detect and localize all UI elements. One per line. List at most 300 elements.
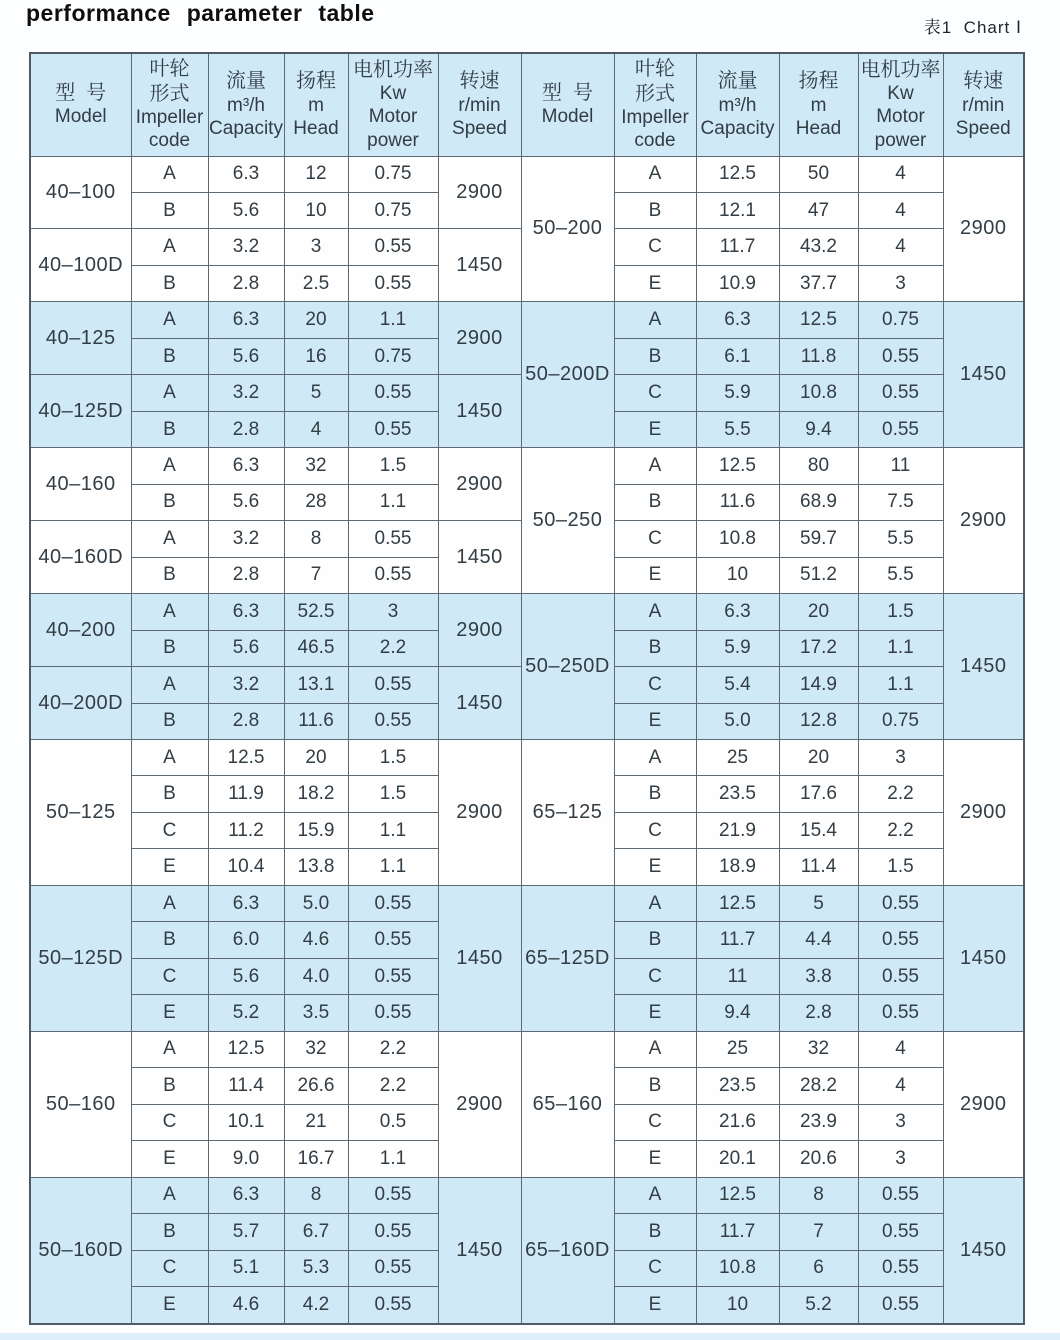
speed-cell: 1450	[943, 594, 1024, 740]
impeller-code-cell: A	[131, 594, 208, 630]
head-cell: 8	[284, 521, 348, 557]
model-cell: 50–125	[30, 740, 131, 886]
head-cell: 23.9	[779, 1104, 858, 1140]
impeller-code-cell: E	[614, 411, 696, 447]
power-cell: 4	[858, 1068, 943, 1104]
speed-cell: 1450	[438, 375, 521, 448]
table-row	[30, 1031, 1024, 1067]
header-model-left: 型 号 Model	[30, 53, 131, 156]
speed-cell: 2900	[943, 740, 1024, 886]
table-row	[30, 156, 1024, 192]
power-cell: 1.5	[348, 740, 438, 776]
head-cell: 51.2	[779, 557, 858, 593]
capacity-cell: 21.9	[696, 812, 779, 848]
head-cell: 12.5	[779, 302, 858, 338]
header-head-right: 扬程 m Head	[779, 53, 858, 156]
capacity-cell: 5.5	[696, 411, 779, 447]
impeller-code-cell: B	[131, 703, 208, 739]
chart-number-label: 表1 Chart Ⅰ	[923, 18, 1022, 37]
capacity-cell: 5.9	[696, 375, 779, 411]
impeller-code-cell: B	[131, 922, 208, 958]
impeller-code-cell: B	[614, 484, 696, 520]
model-cell: 65–160D	[521, 1177, 614, 1324]
impeller-code-cell: B	[614, 1068, 696, 1104]
capacity-cell: 4.6	[208, 1287, 284, 1324]
power-cell: 0.55	[858, 338, 943, 374]
impeller-code-cell: E	[614, 849, 696, 885]
impeller-code-cell: A	[131, 448, 208, 484]
head-cell: 50	[779, 156, 858, 192]
power-cell: 3	[858, 740, 943, 776]
capacity-cell: 5.6	[208, 630, 284, 666]
impeller-code-cell: A	[131, 302, 208, 338]
power-cell: 7.5	[858, 484, 943, 520]
capacity-cell: 9.4	[696, 995, 779, 1031]
capacity-cell: 5.2	[208, 995, 284, 1031]
speed-cell: 1450	[943, 885, 1024, 1031]
head-cell: 13.8	[284, 849, 348, 885]
capacity-cell: 10.4	[208, 849, 284, 885]
speed-cell: 2900	[438, 740, 521, 886]
power-cell: 0.55	[858, 885, 943, 921]
power-cell: 0.55	[348, 922, 438, 958]
capacity-cell: 6.3	[208, 302, 284, 338]
head-cell: 7	[284, 557, 348, 593]
table-row	[30, 885, 1024, 921]
power-cell: 5.5	[858, 557, 943, 593]
table-row	[30, 1177, 1024, 1213]
head-cell: 5.3	[284, 1250, 348, 1286]
impeller-code-cell: C	[131, 958, 208, 994]
power-cell: 5.5	[858, 521, 943, 557]
power-cell: 0.55	[348, 995, 438, 1031]
impeller-code-cell: B	[614, 630, 696, 666]
head-cell: 12	[284, 156, 348, 192]
capacity-cell: 20.1	[696, 1141, 779, 1177]
power-cell: 0.75	[348, 192, 438, 228]
capacity-cell: 6.3	[696, 594, 779, 630]
capacity-cell: 3.2	[208, 229, 284, 265]
head-cell: 7	[779, 1214, 858, 1250]
power-cell: 3	[858, 1104, 943, 1140]
power-cell: 1.5	[858, 594, 943, 630]
capacity-cell: 12.5	[208, 1031, 284, 1067]
table-row	[30, 594, 1024, 630]
head-cell: 37.7	[779, 265, 858, 301]
speed-cell: 1450	[438, 521, 521, 594]
head-cell: 14.9	[779, 667, 858, 703]
speed-cell: 1450	[943, 302, 1024, 448]
model-cell: 65–125	[521, 740, 614, 886]
impeller-code-cell: B	[614, 922, 696, 958]
power-cell: 1.1	[348, 849, 438, 885]
head-cell: 4.6	[284, 922, 348, 958]
model-cell: 50–160	[30, 1031, 131, 1177]
impeller-code-cell: E	[131, 1141, 208, 1177]
capacity-cell: 11.6	[696, 484, 779, 520]
power-cell: 0.75	[858, 703, 943, 739]
impeller-code-cell: A	[131, 1177, 208, 1213]
capacity-cell: 12.5	[208, 740, 284, 776]
table-row	[30, 740, 1024, 776]
power-cell: 1.5	[348, 776, 438, 812]
power-cell: 4	[858, 156, 943, 192]
power-cell: 3	[858, 1141, 943, 1177]
page-bottom-strip	[0, 1333, 1060, 1340]
model-cell: 40–160D	[30, 521, 131, 594]
head-cell: 28.2	[779, 1068, 858, 1104]
capacity-cell: 6.3	[208, 156, 284, 192]
capacity-cell: 11	[696, 958, 779, 994]
speed-cell: 2900	[438, 156, 521, 229]
capacity-cell: 2.8	[208, 411, 284, 447]
capacity-cell: 6.3	[208, 1177, 284, 1213]
header-row	[30, 53, 1024, 156]
impeller-code-cell: B	[131, 484, 208, 520]
head-cell: 16	[284, 338, 348, 374]
impeller-code-cell: A	[131, 885, 208, 921]
power-cell: 2.2	[348, 630, 438, 666]
capacity-cell: 3.2	[208, 521, 284, 557]
head-cell: 17.2	[779, 630, 858, 666]
power-cell: 2.2	[858, 812, 943, 848]
capacity-cell: 21.6	[696, 1104, 779, 1140]
power-cell: 0.55	[858, 411, 943, 447]
header-impeller-left: 叶轮 形式 Impeller code	[131, 53, 208, 156]
impeller-code-cell: B	[131, 557, 208, 593]
head-cell: 16.7	[284, 1141, 348, 1177]
power-cell: 0.75	[858, 302, 943, 338]
model-cell: 50–160D	[30, 1177, 131, 1324]
header-capacity-left: 流量 m³/h Capacity	[208, 53, 284, 156]
capacity-cell: 5.6	[208, 484, 284, 520]
capacity-cell: 12.5	[696, 885, 779, 921]
power-cell: 0.55	[858, 1250, 943, 1286]
capacity-cell: 12.1	[696, 192, 779, 228]
capacity-cell: 10.1	[208, 1104, 284, 1140]
head-cell: 4	[284, 411, 348, 447]
capacity-cell: 6.1	[696, 338, 779, 374]
speed-cell: 1450	[438, 885, 521, 1031]
speed-cell: 2900	[943, 448, 1024, 594]
power-cell: 0.55	[348, 958, 438, 994]
head-cell: 52.5	[284, 594, 348, 630]
impeller-code-cell: A	[131, 1031, 208, 1067]
impeller-code-cell: B	[131, 630, 208, 666]
power-cell: 2.2	[348, 1031, 438, 1067]
head-cell: 12.8	[779, 703, 858, 739]
model-cell: 40–125D	[30, 375, 131, 448]
capacity-cell: 6.3	[208, 448, 284, 484]
capacity-cell: 2.8	[208, 265, 284, 301]
impeller-code-cell: B	[131, 338, 208, 374]
impeller-code-cell: E	[614, 265, 696, 301]
impeller-code-cell: C	[614, 958, 696, 994]
power-cell: 1.1	[348, 812, 438, 848]
head-cell: 4.0	[284, 958, 348, 994]
capacity-cell: 10	[696, 1287, 779, 1324]
head-cell: 20	[284, 740, 348, 776]
capacity-cell: 5.7	[208, 1214, 284, 1250]
head-cell: 46.5	[284, 630, 348, 666]
power-cell: 4	[858, 1031, 943, 1067]
head-cell: 59.7	[779, 521, 858, 557]
power-cell: 0.55	[858, 995, 943, 1031]
capacity-cell: 11.9	[208, 776, 284, 812]
head-cell: 5.2	[779, 1287, 858, 1324]
power-cell: 1.5	[348, 448, 438, 484]
impeller-code-cell: A	[614, 156, 696, 192]
power-cell: 3	[858, 265, 943, 301]
head-cell: 32	[284, 448, 348, 484]
impeller-code-cell: E	[131, 1287, 208, 1324]
header-speed-right: 转速 r/min Speed	[943, 53, 1024, 156]
power-cell: 0.55	[858, 1214, 943, 1250]
head-cell: 4.2	[284, 1287, 348, 1324]
head-cell: 11.4	[779, 849, 858, 885]
power-cell: 2.2	[348, 1068, 438, 1104]
power-cell: 0.55	[348, 1287, 438, 1324]
impeller-code-cell: C	[614, 812, 696, 848]
capacity-cell: 5.0	[696, 703, 779, 739]
head-cell: 43.2	[779, 229, 858, 265]
capacity-cell: 18.9	[696, 849, 779, 885]
power-cell: 0.55	[858, 1287, 943, 1324]
head-cell: 18.2	[284, 776, 348, 812]
head-cell: 80	[779, 448, 858, 484]
capacity-cell: 6.3	[696, 302, 779, 338]
impeller-code-cell: B	[131, 776, 208, 812]
model-cell: 65–125D	[521, 885, 614, 1031]
table-row	[30, 302, 1024, 338]
power-cell: 0.55	[348, 229, 438, 265]
head-cell: 2.8	[779, 995, 858, 1031]
capacity-cell: 5.4	[696, 667, 779, 703]
head-cell: 20	[779, 740, 858, 776]
model-cell: 50–200	[521, 156, 614, 302]
model-cell: 40–125	[30, 302, 131, 375]
capacity-cell: 9.0	[208, 1141, 284, 1177]
head-cell: 4.4	[779, 922, 858, 958]
header-head-left: 扬程 m Head	[284, 53, 348, 156]
impeller-code-cell: A	[614, 885, 696, 921]
capacity-cell: 11.7	[696, 229, 779, 265]
impeller-code-cell: C	[614, 521, 696, 557]
head-cell: 11.8	[779, 338, 858, 374]
speed-cell: 2900	[438, 448, 521, 521]
header-speed-left: 转速 r/min Speed	[438, 53, 521, 156]
head-cell: 9.4	[779, 411, 858, 447]
head-cell: 17.6	[779, 776, 858, 812]
capacity-cell: 6.3	[208, 594, 284, 630]
capacity-cell: 25	[696, 740, 779, 776]
power-cell: 0.55	[858, 958, 943, 994]
power-cell: 4	[858, 192, 943, 228]
model-cell: 50–125D	[30, 885, 131, 1031]
power-cell: 0.55	[348, 667, 438, 703]
impeller-code-cell: A	[131, 375, 208, 411]
header-model-right: 型 号 Model	[521, 53, 614, 156]
head-cell: 5	[284, 375, 348, 411]
impeller-code-cell: C	[614, 229, 696, 265]
power-cell: 1.5	[858, 849, 943, 885]
impeller-code-cell: B	[131, 1214, 208, 1250]
power-cell: 0.75	[348, 338, 438, 374]
capacity-cell: 11.2	[208, 812, 284, 848]
power-cell: 1.1	[348, 1141, 438, 1177]
power-cell: 1.1	[858, 667, 943, 703]
model-cell: 40–200D	[30, 667, 131, 740]
head-cell: 3.5	[284, 995, 348, 1031]
table-row	[30, 448, 1024, 484]
impeller-code-cell: A	[131, 521, 208, 557]
impeller-code-cell: E	[614, 1141, 696, 1177]
power-cell: 0.55	[348, 521, 438, 557]
impeller-code-cell: B	[131, 265, 208, 301]
capacity-cell: 6.0	[208, 922, 284, 958]
power-cell: 0.55	[858, 375, 943, 411]
power-cell: 1.1	[348, 302, 438, 338]
power-cell: 0.55	[348, 1177, 438, 1213]
performance-table	[29, 52, 1025, 1325]
model-cell: 65–160	[521, 1031, 614, 1177]
impeller-code-cell: A	[131, 156, 208, 192]
speed-cell: 1450	[438, 667, 521, 740]
model-cell: 40–200	[30, 594, 131, 667]
head-cell: 5.0	[284, 885, 348, 921]
impeller-code-cell: C	[614, 1104, 696, 1140]
capacity-cell: 2.8	[208, 703, 284, 739]
head-cell: 13.1	[284, 667, 348, 703]
speed-cell: 1450	[438, 1177, 521, 1324]
model-cell: 50–200D	[521, 302, 614, 448]
power-cell: 0.5	[348, 1104, 438, 1140]
header-power-left: 电机功率 Kw Motor power	[348, 53, 438, 156]
impeller-code-cell: B	[614, 1214, 696, 1250]
capacity-cell: 10.8	[696, 1250, 779, 1286]
power-cell: 2.2	[858, 776, 943, 812]
model-cell: 40–100	[30, 156, 131, 229]
model-cell: 50–250	[521, 448, 614, 594]
impeller-code-cell: C	[131, 1250, 208, 1286]
head-cell: 28	[284, 484, 348, 520]
header-power-right: 电机功率 Kw Motor power	[858, 53, 943, 156]
capacity-cell: 5.9	[696, 630, 779, 666]
capacity-cell: 11.7	[696, 1214, 779, 1250]
head-cell: 15.9	[284, 812, 348, 848]
capacity-cell: 12.5	[696, 448, 779, 484]
impeller-code-cell: C	[614, 375, 696, 411]
impeller-code-cell: E	[614, 703, 696, 739]
impeller-code-cell: E	[131, 995, 208, 1031]
impeller-code-cell: A	[131, 740, 208, 776]
impeller-code-cell: A	[614, 448, 696, 484]
capacity-cell: 11.7	[696, 922, 779, 958]
head-cell: 3	[284, 229, 348, 265]
speed-cell: 2900	[943, 1031, 1024, 1177]
head-cell: 20	[779, 594, 858, 630]
head-cell: 20	[284, 302, 348, 338]
impeller-code-cell: C	[131, 812, 208, 848]
power-cell: 0.55	[348, 1250, 438, 1286]
impeller-code-cell: C	[614, 1250, 696, 1286]
power-cell: 3	[348, 594, 438, 630]
power-cell: 0.55	[348, 411, 438, 447]
capacity-cell: 3.2	[208, 375, 284, 411]
capacity-cell: 5.6	[208, 192, 284, 228]
capacity-cell: 5.6	[208, 958, 284, 994]
head-cell: 47	[779, 192, 858, 228]
header-impeller-right: 叶轮 形式 Impeller code	[614, 53, 696, 156]
impeller-code-cell: B	[131, 192, 208, 228]
impeller-code-cell: E	[614, 1287, 696, 1324]
model-cell: 40–100D	[30, 229, 131, 302]
power-cell: 0.55	[348, 703, 438, 739]
model-cell: 50–250D	[521, 594, 614, 740]
impeller-code-cell: E	[131, 849, 208, 885]
speed-cell: 1450	[438, 229, 521, 302]
capacity-cell: 11.4	[208, 1068, 284, 1104]
impeller-code-cell: A	[131, 667, 208, 703]
capacity-cell: 10.9	[696, 265, 779, 301]
power-cell: 0.75	[348, 156, 438, 192]
impeller-code-cell: B	[614, 192, 696, 228]
impeller-code-cell: B	[614, 776, 696, 812]
head-cell: 26.6	[284, 1068, 348, 1104]
power-cell: 0.55	[348, 1214, 438, 1250]
impeller-code-cell: A	[614, 1177, 696, 1213]
power-cell: 0.55	[348, 375, 438, 411]
impeller-code-cell: C	[614, 667, 696, 703]
capacity-cell: 6.3	[208, 885, 284, 921]
head-cell: 21	[284, 1104, 348, 1140]
page-title: performance parameter table	[26, 0, 375, 26]
capacity-cell: 12.5	[696, 1177, 779, 1213]
head-cell: 5	[779, 885, 858, 921]
impeller-code-cell: C	[131, 1104, 208, 1140]
power-cell: 1.1	[348, 484, 438, 520]
head-cell: 10	[284, 192, 348, 228]
speed-cell: 2900	[438, 302, 521, 375]
impeller-code-cell: A	[614, 594, 696, 630]
head-cell: 32	[284, 1031, 348, 1067]
speed-cell: 2900	[438, 594, 521, 667]
head-cell: 6.7	[284, 1214, 348, 1250]
power-cell: 1.1	[858, 630, 943, 666]
capacity-cell: 23.5	[696, 776, 779, 812]
head-cell: 3.8	[779, 958, 858, 994]
head-cell: 68.9	[779, 484, 858, 520]
capacity-cell: 5.1	[208, 1250, 284, 1286]
head-cell: 6	[779, 1250, 858, 1286]
capacity-cell: 10	[696, 557, 779, 593]
capacity-cell: 3.2	[208, 667, 284, 703]
power-cell: 0.55	[348, 557, 438, 593]
head-cell: 20.6	[779, 1141, 858, 1177]
head-cell: 2.5	[284, 265, 348, 301]
capacity-cell: 5.6	[208, 338, 284, 374]
power-cell: 0.55	[348, 265, 438, 301]
impeller-code-cell: B	[614, 338, 696, 374]
impeller-code-cell: E	[614, 995, 696, 1031]
impeller-code-cell: E	[614, 557, 696, 593]
impeller-code-cell: A	[131, 229, 208, 265]
speed-cell: 1450	[943, 1177, 1024, 1324]
capacity-cell: 25	[696, 1031, 779, 1067]
model-cell: 40–160	[30, 448, 131, 521]
head-cell: 15.4	[779, 812, 858, 848]
capacity-cell: 23.5	[696, 1068, 779, 1104]
